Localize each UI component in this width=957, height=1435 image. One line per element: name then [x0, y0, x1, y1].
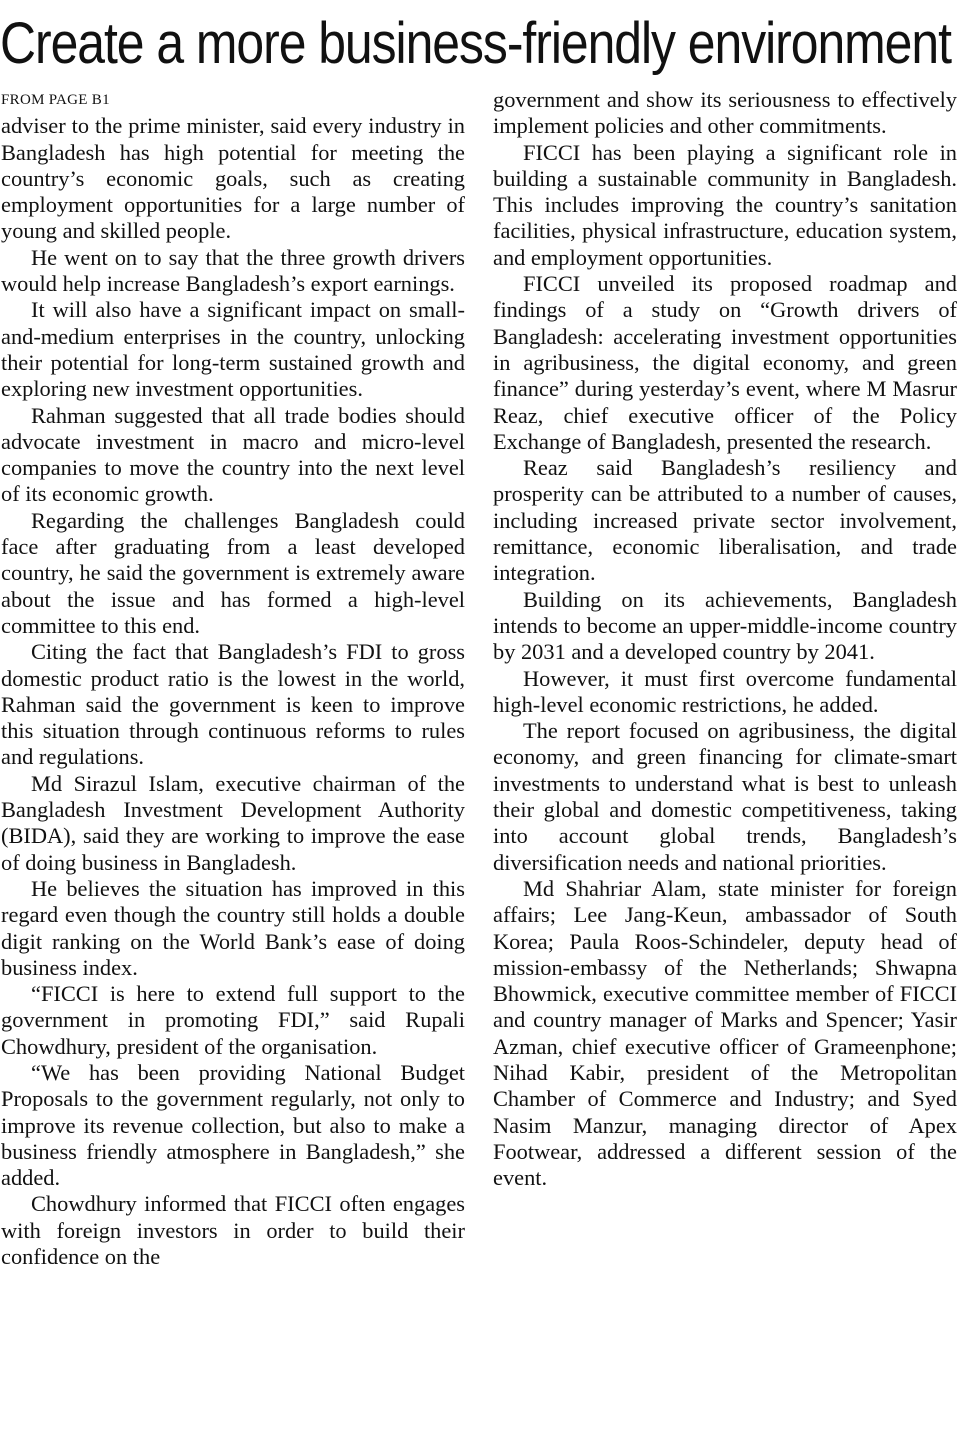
paragraph: “FICCI is here to extend full support to the government in promoting FDI,” said Rupali Chowdhury, president of the organisation.	[1, 981, 465, 1059]
paragraph: Regarding the challenges Bangladesh could face after graduating from a least developed country, he said the government is extremely aware about the issue and has formed a high-level committee to this end.	[1, 507, 465, 638]
paragraph: FICCI has been playing a significant role in building a sustainable community in Bangladesh. This includes improving the country’s sanitation facilities, physical infrastructure, education system, and employment opportunities.	[493, 139, 957, 270]
paragraph: The report focused on agribusiness, the digital economy, and green financing for climate-smart investments to understand what is best to unleash their global and domestic competitiveness, taking into account global trends, Bangladesh’s diversification needs and national priorities.	[493, 718, 957, 875]
left-column	[1, 87, 465, 1270]
paragraph: However, it must first overcome fundamental high-level economic restrictions, he added.	[493, 665, 957, 717]
paragraph: adviser to the prime minister, said every industry in Bangladesh has high potential for meeting the country’s economic goals, such as creating employment opportunities for a large number of young and skilled people.	[1, 113, 465, 244]
paragraph: Md Sirazul Islam, executive chairman of the Bangladesh Investment Development Authority (BIDA), said they are working to improve the ease of doing business in Bangladesh.	[1, 770, 465, 875]
paragraph: He believes the situation has improved in this regard even though the country still holds a double digit ranking on the World Bank’s ease of doing business index.	[1, 875, 465, 980]
paragraph: Building on its achievements, Bangladesh intends to become an upper-middle-income country by 2031 and a developed country by 2041.	[493, 586, 957, 665]
paragraph: He went on to say that the three growth drivers would help increase Bangladesh’s export earnings.	[1, 244, 465, 297]
paragraph: Rahman suggested that all trade bodies should advocate investment in macro and micro-level companies to move the country into the next level of its economic growth.	[1, 402, 465, 507]
right-column	[493, 87, 957, 1191]
paragraph: government and show its seriousness to effectively implement policies and other commitments.	[493, 87, 957, 139]
paragraph: Chowdhury informed that FICCI often engages with foreign investors in order to build their confidence on the	[1, 1191, 465, 1270]
continued-from-kicker: FROM PAGE B1	[1, 92, 110, 108]
paragraph: Reaz said Bangladesh’s resiliency and prosperity can be attributed to a number of causes, including increased private sector involvement, remittance, economic liberalisation, and trade integration.	[493, 455, 957, 586]
paragraph: It will also have a significant impact on small-and-medium enterprises in the country, unlocking their potential for long-term sustained growth and exploring new investment opportunities.	[1, 297, 465, 402]
paragraph: “We has been providing National Budget Proposals to the government regularly, not only to improve its revenue collection, but also to make a business friendly atmosphere in Bangladesh,” she added.	[1, 1059, 465, 1191]
paragraph: Citing the fact that Bangladesh’s FDI to gross domestic product ratio is the lowest in the world, Rahman said the government is keen to improve this situation through continuous reforms to rules and regulations.	[1, 639, 465, 770]
headline: Create a more business-friendly environment	[0, 11, 951, 76]
paragraph: Md Shahriar Alam, state minister for foreign affairs; Lee Jang-Keun, ambassador of South Korea; Paula Roos-Schindeler, deputy head of mission-embassy of the Netherlands; Shwapna Bhowmick, executive committee member of FICCI and country manager of Marks and Spencer; Yasir Azman, chief executive officer of Grameenphone; Nihad Kabir, president of the Metropolitan Chamber of Commerce and Industry; and Syed Nasim Manzur, managing director of Apex Footwear, addressed a different session of the event.	[493, 875, 957, 1191]
paragraph: FICCI unveiled its proposed roadmap and findings of a study on “Growth drivers of Bangladesh: accelerating investment opportunities in agribusiness, the digital economy, and green finance” during yesterday’s event, where M Masrur Reaz, chief executive officer of the Policy Exchange of Bangladesh, presented the research.	[493, 271, 957, 454]
